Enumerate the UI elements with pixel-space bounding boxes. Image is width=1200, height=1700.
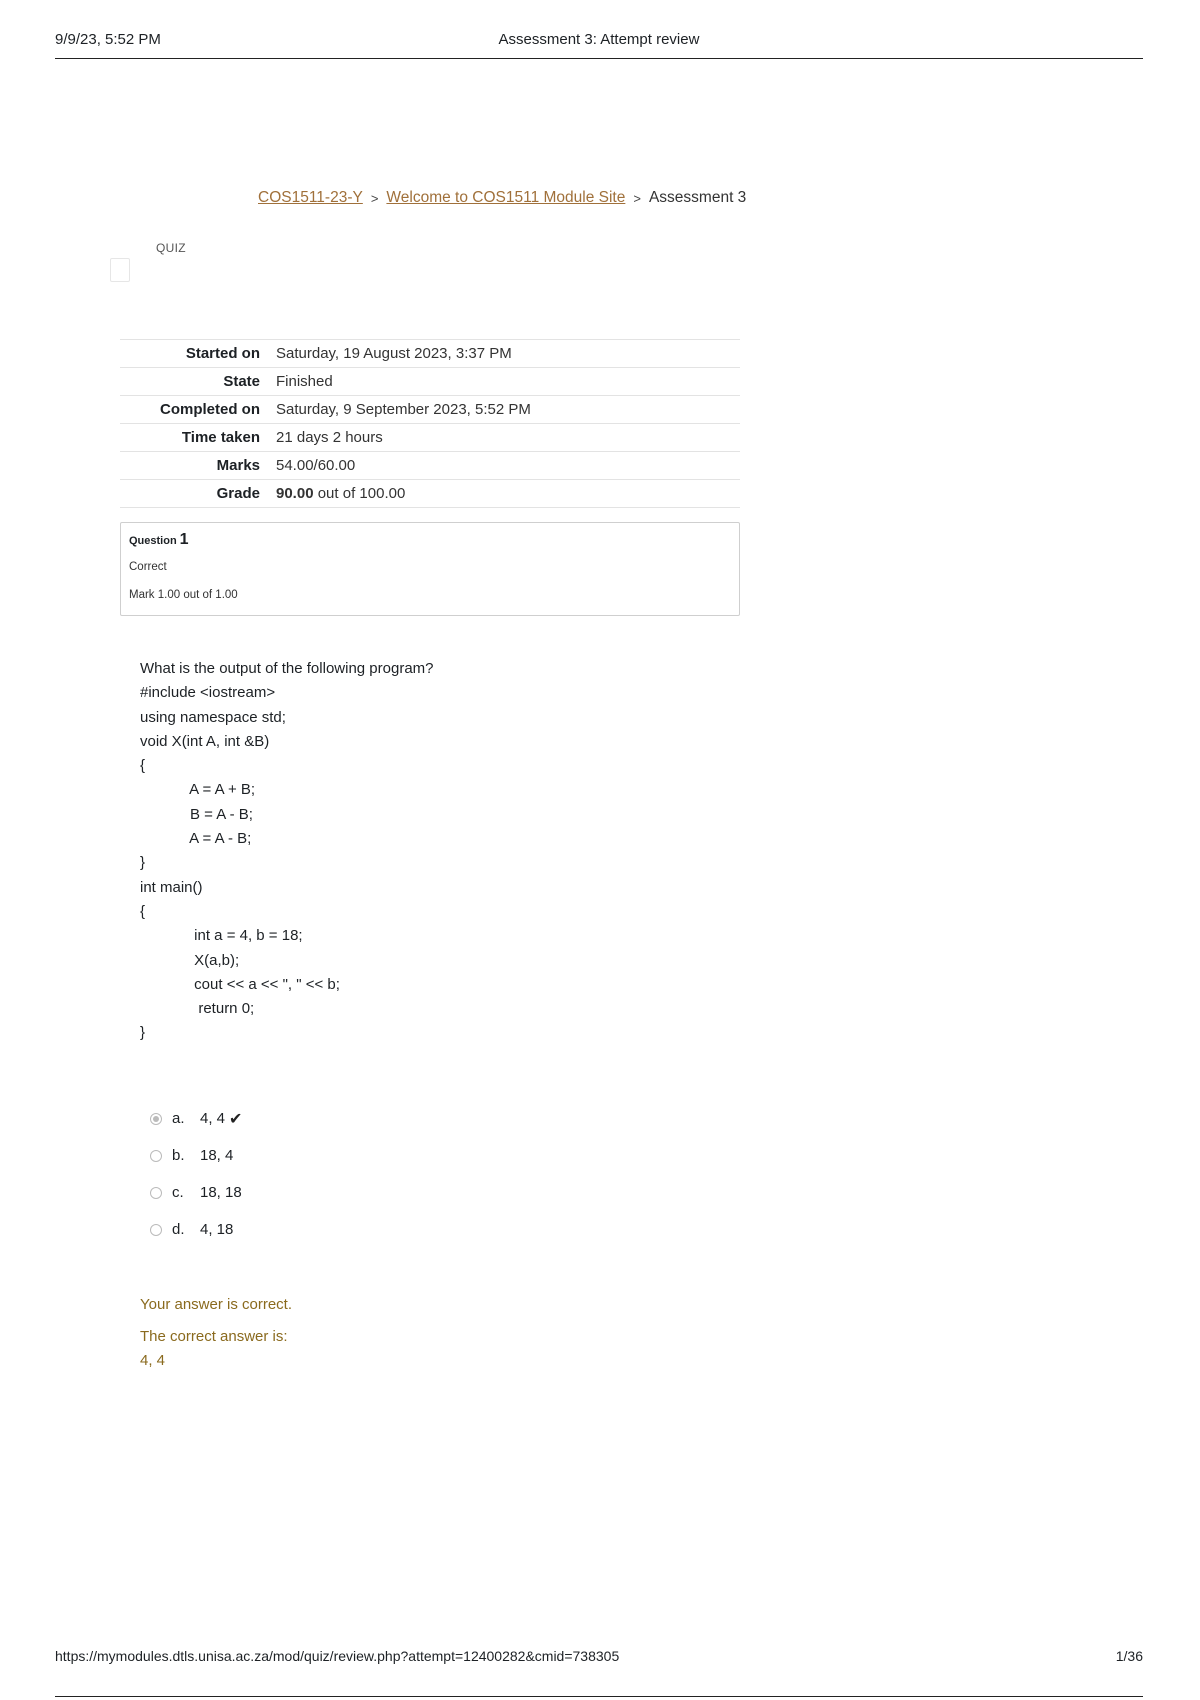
summary-label: Time taken <box>181 429 260 446</box>
summary-label: Marks <box>216 457 260 474</box>
chevron-right-icon: > <box>633 190 641 206</box>
print-title: Assessment 3: Attempt review <box>498 31 700 48</box>
summary-row <box>120 424 740 452</box>
answer-option-d <box>150 1211 242 1248</box>
code-line: cout << a << ", " << b; <box>140 975 340 993</box>
code-line: int main() <box>140 878 203 896</box>
grade-suffix: out of 100.00 <box>317 485 406 502</box>
check-icon: ✔ <box>229 1110 243 1128</box>
summary-row <box>120 368 740 396</box>
summary-value <box>276 480 740 508</box>
quiz-icon <box>110 258 130 282</box>
question-text-line: What is the output of the following program? <box>140 660 434 677</box>
option-letter: c. <box>172 1184 184 1201</box>
question-text <box>140 657 434 1046</box>
breadcrumb <box>258 189 746 207</box>
code-line: #include <iostream> <box>140 684 276 702</box>
question-info-box <box>120 522 740 616</box>
breadcrumb-current: Assessment 3 <box>648 189 747 206</box>
option-text: 18, 18 <box>200 1184 242 1201</box>
code-line: } <box>140 1024 146 1042</box>
page-number: 1/36 <box>1115 1648 1143 1664</box>
answer-option-c <box>150 1174 242 1211</box>
summary-label: Started on <box>185 345 260 362</box>
correct-answer-value: 4, 4 <box>140 1352 166 1369</box>
answer-options <box>150 1100 242 1248</box>
code-line: A = A - B; <box>140 830 252 848</box>
radio-button-a[interactable] <box>150 1113 162 1125</box>
activity-type-label: QUIZ <box>156 241 186 255</box>
breadcrumb-course-link[interactable]: COS1511-23-Y <box>258 189 363 206</box>
summary-value: 54.00/60.00 <box>276 457 356 474</box>
code-line: } <box>140 854 146 872</box>
question-mark: Mark 1.00 out of 1.00 <box>129 589 238 601</box>
correct-answer-label: The correct answer is: <box>140 1328 288 1345</box>
option-text: 4, 18 <box>200 1221 234 1238</box>
code-line: void X(int A, int &B) <box>140 732 270 750</box>
code-line: using namespace std; <box>140 708 286 726</box>
code-line: { <box>140 902 146 920</box>
feedback-result: Your answer is correct. <box>140 1296 293 1313</box>
code-line: X(a,b); <box>140 951 240 969</box>
print-date: 9/9/23, 5:52 PM <box>55 31 161 48</box>
summary-value: 21 days 2 hours <box>276 429 383 446</box>
option-letter: b. <box>172 1147 185 1164</box>
code-line: A = A + B; <box>140 781 256 799</box>
code-line: { <box>140 757 146 775</box>
print-header <box>55 28 1143 59</box>
option-letter: a. <box>172 1110 185 1127</box>
question-prefix: Question <box>129 535 177 547</box>
summary-value: Saturday, 19 August 2023, 3:37 PM <box>276 345 512 362</box>
attempt-summary-table <box>120 339 740 508</box>
radio-button-b[interactable] <box>150 1150 162 1162</box>
answer-option-b <box>150 1137 242 1174</box>
footer-divider <box>55 1696 1143 1697</box>
code-line: int a = 4, b = 18; <box>140 927 303 945</box>
option-letter: d. <box>172 1221 185 1238</box>
grade-value: 90.00 <box>276 485 314 502</box>
summary-label: State <box>223 373 260 390</box>
summary-row <box>120 480 740 508</box>
radio-button-c[interactable] <box>150 1187 162 1199</box>
chevron-right-icon: > <box>370 190 379 206</box>
code-line: B = A - B; <box>140 805 253 823</box>
summary-row <box>120 452 740 480</box>
summary-row <box>120 396 740 424</box>
summary-value: Saturday, 9 September 2023, 5:52 PM <box>276 401 531 418</box>
radio-button-d[interactable] <box>150 1224 162 1236</box>
code-line: return 0; <box>140 1000 255 1018</box>
summary-row <box>120 340 740 368</box>
breadcrumb-module-site-link[interactable]: Welcome to COS1511 Module Site <box>386 189 626 206</box>
summary-value: Finished <box>276 373 333 390</box>
summary-label: Completed on <box>160 401 260 418</box>
page-url: https://mymodules.dtls.unisa.ac.za/mod/quiz/review.php?attempt=12400282&cmid=738305 <box>55 1648 620 1664</box>
question-feedback <box>140 1296 292 1376</box>
option-text: 4, 4 <box>200 1110 226 1127</box>
question-state: Correct <box>129 561 167 573</box>
option-text: 18, 4 <box>200 1147 234 1164</box>
summary-label: Grade <box>216 485 260 502</box>
question-number-value: 1 <box>179 531 189 548</box>
answer-option-a <box>150 1100 242 1137</box>
question-number <box>129 531 189 549</box>
